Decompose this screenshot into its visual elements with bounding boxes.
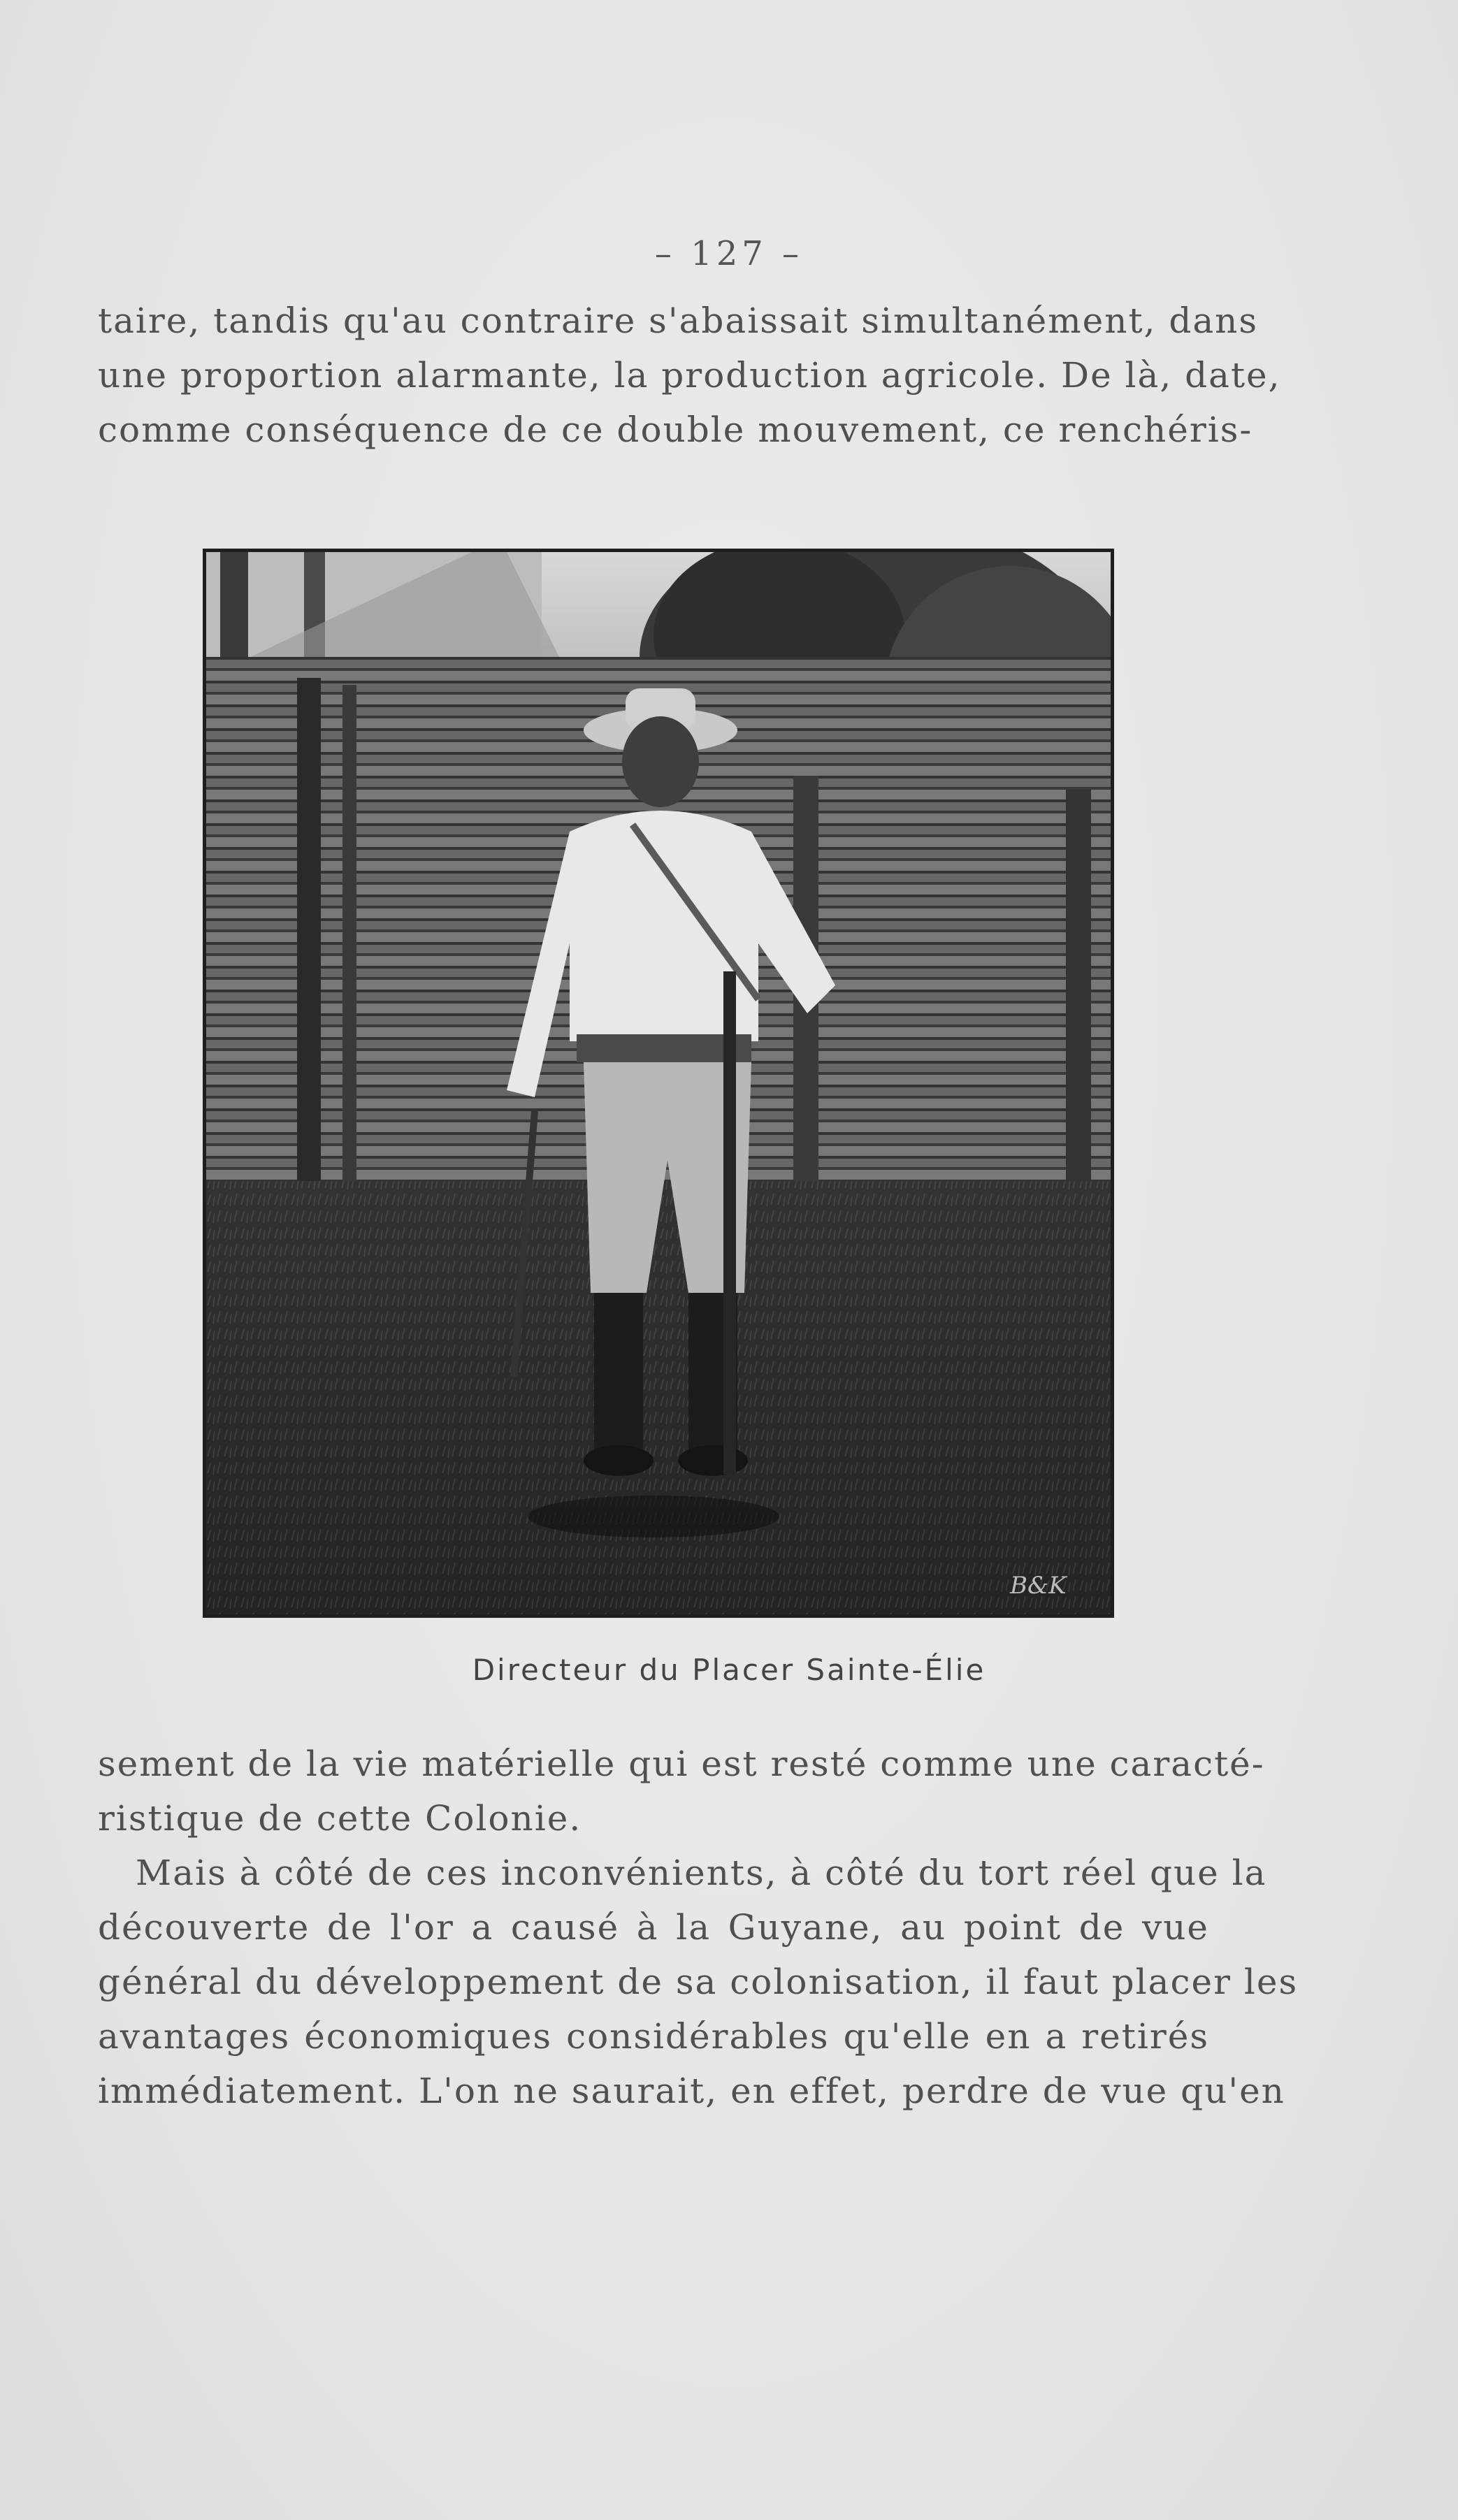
photograph — [203, 549, 1114, 1618]
page-number: – 127 – — [654, 234, 804, 273]
text-line: général du développement de sa colonisation, il faut placer les — [98, 1962, 1299, 2002]
text-line: taire, tandis qu'au contraire s'abaissait simultanément, dans — [98, 300, 1259, 341]
text-line: immédiatement. L'on ne saurait, en effet, perdre de vue qu'en — [98, 2071, 1285, 2111]
text-line: une proportion alarmante, la production agricole. De là, date, — [98, 355, 1281, 396]
text-line: Mais à côté de ces inconvénients, à côté du tort réel que la — [136, 1853, 1267, 1893]
text-line: sement de la vie matérielle qui est resté comme une caracté- — [98, 1744, 1265, 1784]
text-line: découverte de l'or a causé à la Guyane, au point de vue — [98, 1907, 1209, 1948]
paragraph-top — [98, 294, 1281, 457]
text-line: comme conséquence de ce double mouvement, ce renchéris- — [98, 410, 1253, 450]
photographer-signature: B&K — [1010, 1572, 1067, 1600]
paragraph-bottom — [98, 1737, 1299, 2118]
photo-caption: Directeur du Placer Sainte-Élie — [472, 1653, 986, 1687]
text-line: avantages économiques considérables qu'elle en a retirés — [98, 2016, 1209, 2057]
text-line: ristique de cette Colonie. — [98, 1798, 582, 1839]
